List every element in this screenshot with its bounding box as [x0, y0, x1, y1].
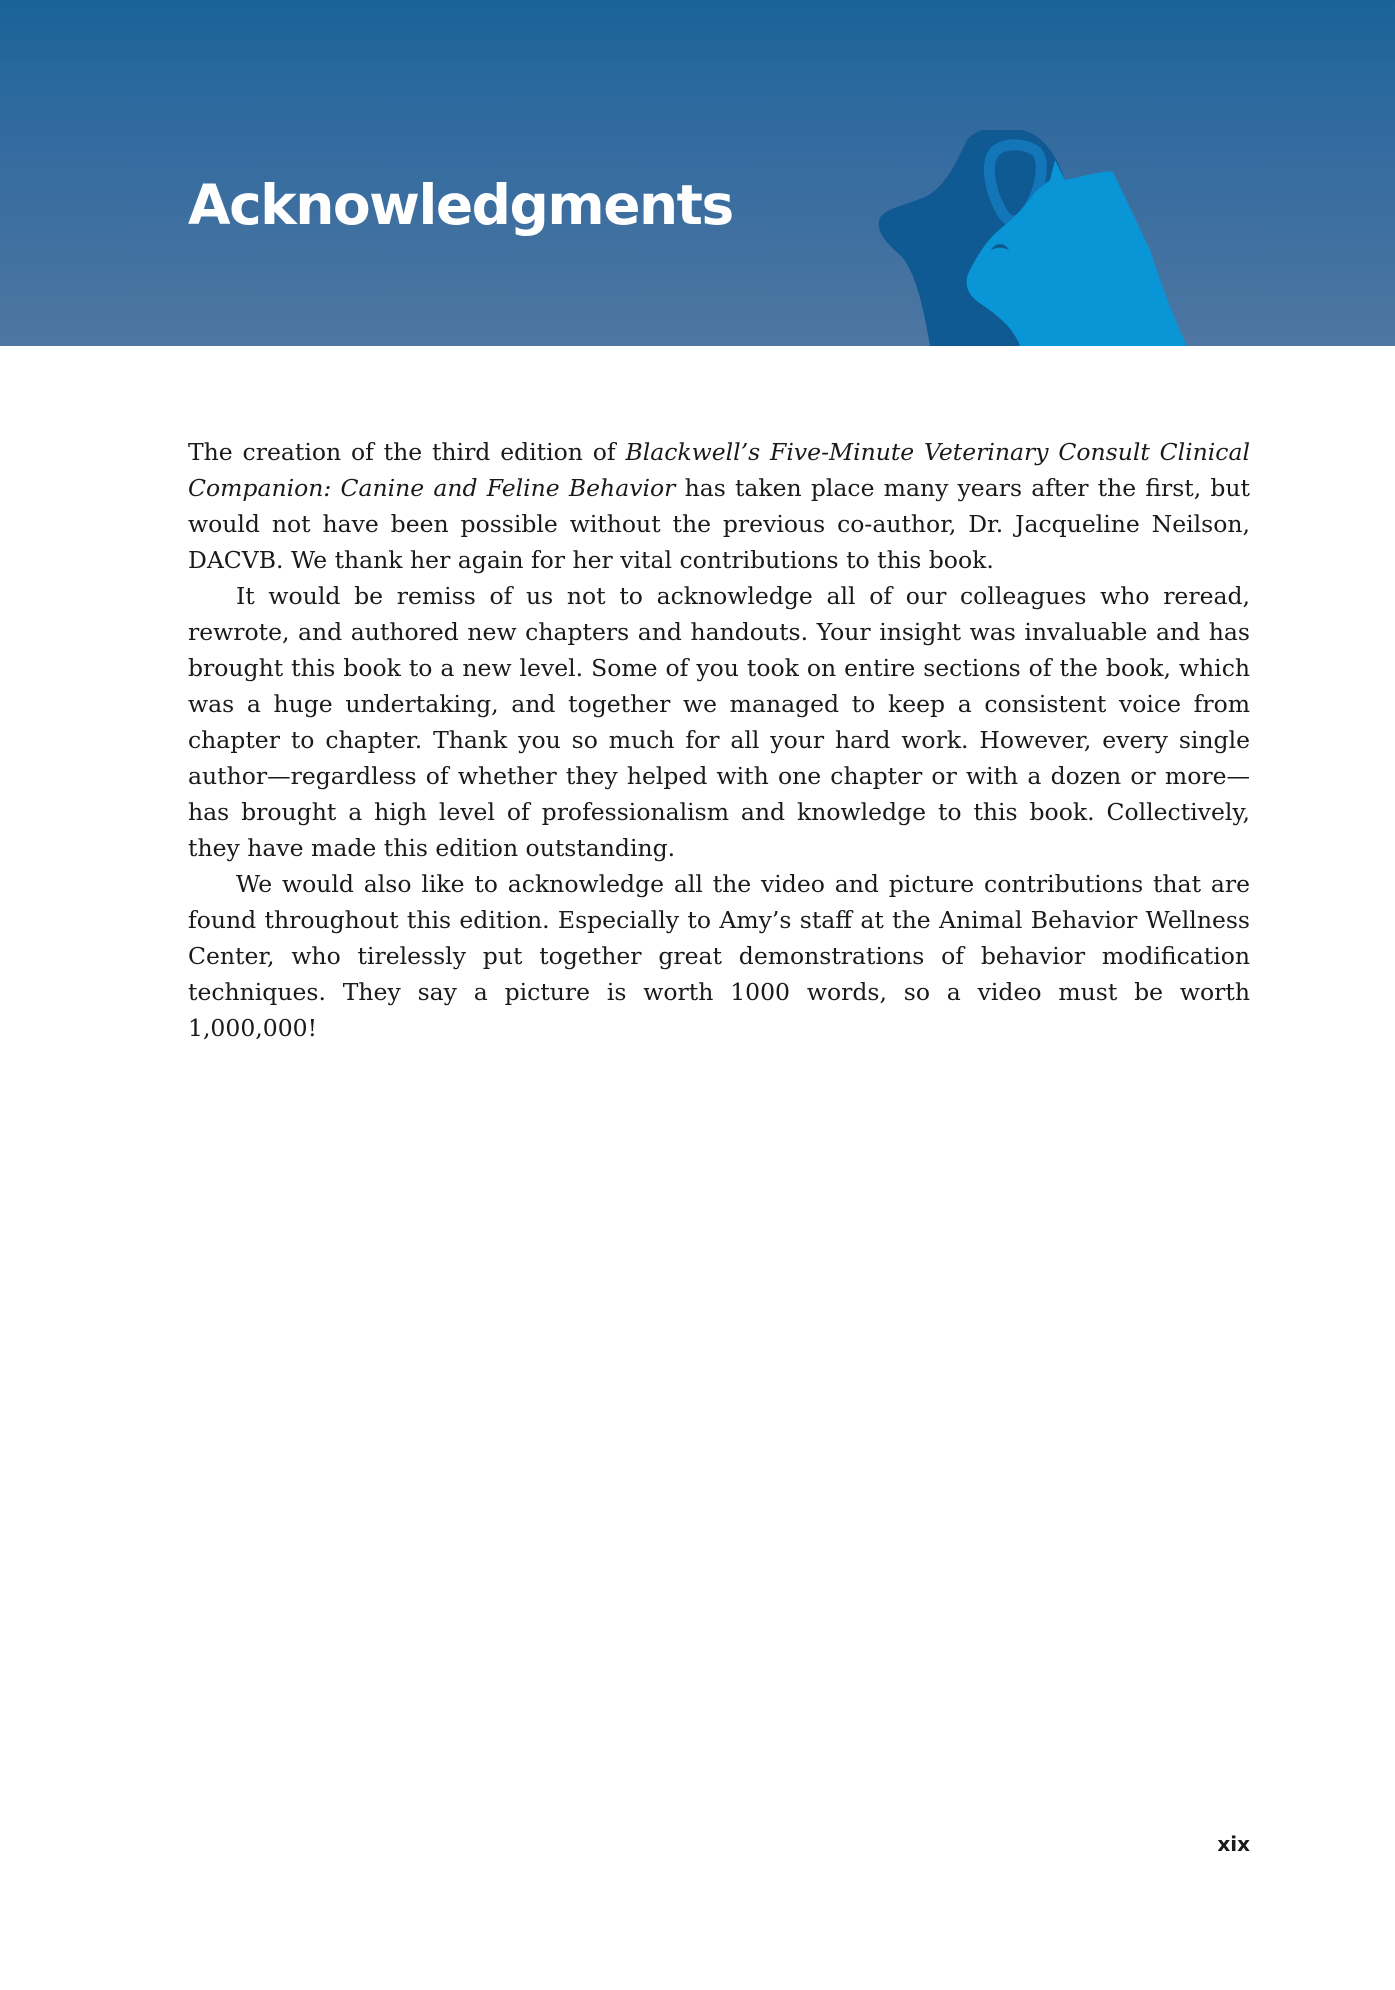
page-title: Acknowledgments	[188, 173, 733, 237]
paragraph-2: It would be remiss of us not to acknowledge all of our colleagues who reread, rewrote, and authored new chapters and handouts. Your insight was invaluable and has brought this book to a new level. Some of you took on entire sections of the book, which was a huge undertaking, and together we managed to keep a consistent voice from chapter to chapter. Thank you so much for all your hard work. However, every single author—regardless of whether they helped with one chapter or with a dozen or more—has brought a high level of professionalism and knowledge to this book. Collectively, they have made this edition outstanding.	[188, 582, 1250, 862]
paragraph-1-rest: has taken place many years after the first, but would not have been possible without the previous co-author, Dr. Jacqueline Neilson, DACVB. We thank her again for her vital contributions to this book.	[188, 474, 1250, 574]
book-title: Blackwell’s Five-Minute Veterinary Consult Clinical Companion: Canine and Feline Behavior	[188, 438, 1250, 502]
paragraph-3: We would also like to acknowledge all the video and picture contributions that are found throughout this edition. Especially to Amy’s staff at the Animal Behavior Wellness Center, who tirelessly put together great demonstrations of behavior modification techniques. They say a picture is worth 1000 words, so a video must be worth 1,000,000!	[188, 870, 1250, 1042]
dog-cat-silhouette-icon	[875, 130, 1255, 346]
header-banner	[0, 0, 1395, 346]
acknowledgments-body	[188, 434, 1250, 1046]
paragraph-1	[188, 434, 1250, 578]
page-number: xix	[1217, 1832, 1250, 1856]
paragraph-1-lead: The creation of the third edition of	[188, 438, 626, 466]
